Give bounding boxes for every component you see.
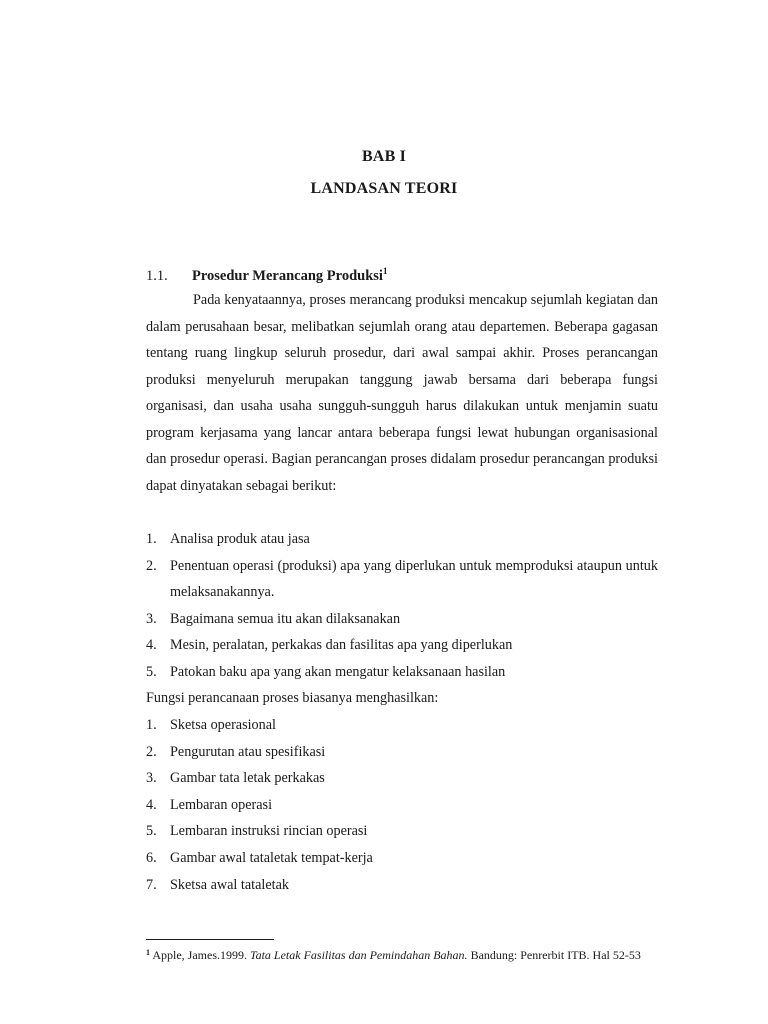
list-item bbox=[146, 765, 658, 792]
list-item bbox=[146, 872, 658, 899]
footnote-book-title: Tata Letak Fasilitas dan Pemindahan Bahan. bbox=[250, 948, 468, 962]
footnote bbox=[146, 944, 658, 964]
list-marker: 4. bbox=[146, 796, 157, 813]
section-heading bbox=[146, 262, 387, 285]
list-item bbox=[146, 606, 658, 633]
list-marker: 4. bbox=[146, 637, 157, 654]
list-item-text: Pengurutan atau spesifikasi bbox=[170, 743, 326, 760]
footnote-number: 1 bbox=[146, 948, 150, 957]
list-item-text: Lembaran instruksi rincian operasi bbox=[170, 823, 368, 840]
list-item bbox=[146, 739, 658, 766]
list-item-text: Bagaimana semua itu akan dilaksanakan bbox=[170, 610, 401, 627]
list-item-text: Gambar tata letak perkakas bbox=[170, 770, 325, 787]
list-item-text: Lembaran operasi bbox=[170, 796, 273, 813]
list-marker: 5. bbox=[146, 823, 157, 840]
list-marker: 3. bbox=[146, 610, 157, 627]
outputs-intro: Fungsi perancanaan proses biasanya menghasilkan: bbox=[146, 690, 439, 706]
list-marker: 3. bbox=[146, 770, 157, 787]
list-item bbox=[146, 659, 658, 686]
list-item bbox=[146, 632, 658, 659]
process-steps-list bbox=[146, 526, 658, 686]
list-item-text: Gambar awal tataletak tempat-kerja bbox=[170, 849, 373, 866]
section-number: 1.1. bbox=[146, 268, 168, 284]
list-item-text: Sketsa operasional bbox=[170, 717, 276, 733]
body-paragraph: Pada kenyataannya, proses merancang produksi mencakup sejumlah kegiatan dan dalam perusahaan besar, melibatkan sejumlah orang atau departemen. Beberapa gagasan tentang ruang lingkup seluruh prosedur, dari awal sampai akhir. Proses perancangan produksi menyeluruh merupakan tanggung jawab bersama dari beberapa fungsi organisasi, dan usaha usaha sungguh-sungguh harus dilakukan untuk menjamin suatu program kerjasama yang lancar antara beberapa fungsi lewat hubungan organisasional dan prosedur operasi. Bagian perancangan proses didalam prosedur perancangan produksi dapat dinyatakan sebagai berikut: bbox=[146, 292, 658, 494]
footnote-author: Apple, James.1999. bbox=[152, 948, 250, 962]
list-item-text: Mesin, peralatan, perkakas dan fasilitas apa yang diperlukan bbox=[170, 637, 513, 654]
section-title: Prosedur Merancang Produksi bbox=[192, 268, 383, 284]
list-item-text: Penentuan operasi (produksi) apa yang diperlukan untuk memproduksi ataupun untuk melaksanakannya. bbox=[170, 557, 658, 601]
list-marker: 2. bbox=[146, 557, 157, 574]
list-item-text: Analisa produk atau jasa bbox=[170, 531, 310, 547]
list-item bbox=[146, 526, 658, 553]
chapter-title: LANDASAN TEORI bbox=[310, 180, 458, 197]
list-item-text: Patokan baku apa yang akan mengatur kelaksanaan hasilan bbox=[170, 663, 506, 680]
footnote-reference[interactable]: 1 bbox=[382, 266, 388, 276]
list-item bbox=[146, 712, 658, 739]
process-outputs-list bbox=[146, 712, 658, 898]
list-marker: 7. bbox=[146, 876, 157, 893]
list-item-text: Sketsa awal tataletak bbox=[170, 876, 289, 893]
list-marker: 5. bbox=[146, 663, 157, 680]
chapter-label: BAB I bbox=[361, 148, 407, 165]
footnote-divider bbox=[146, 939, 274, 940]
list-item bbox=[146, 553, 658, 606]
list-item bbox=[146, 818, 658, 845]
list-marker: 2. bbox=[146, 743, 157, 760]
list-item bbox=[146, 792, 658, 819]
list-marker: 1. bbox=[146, 717, 157, 733]
footnote-publisher: Bandung: Penrerbit ITB. Hal 52-53 bbox=[467, 948, 641, 962]
list-item bbox=[146, 845, 658, 872]
list-marker: 1. bbox=[146, 531, 157, 547]
list-marker: 6. bbox=[146, 849, 157, 866]
